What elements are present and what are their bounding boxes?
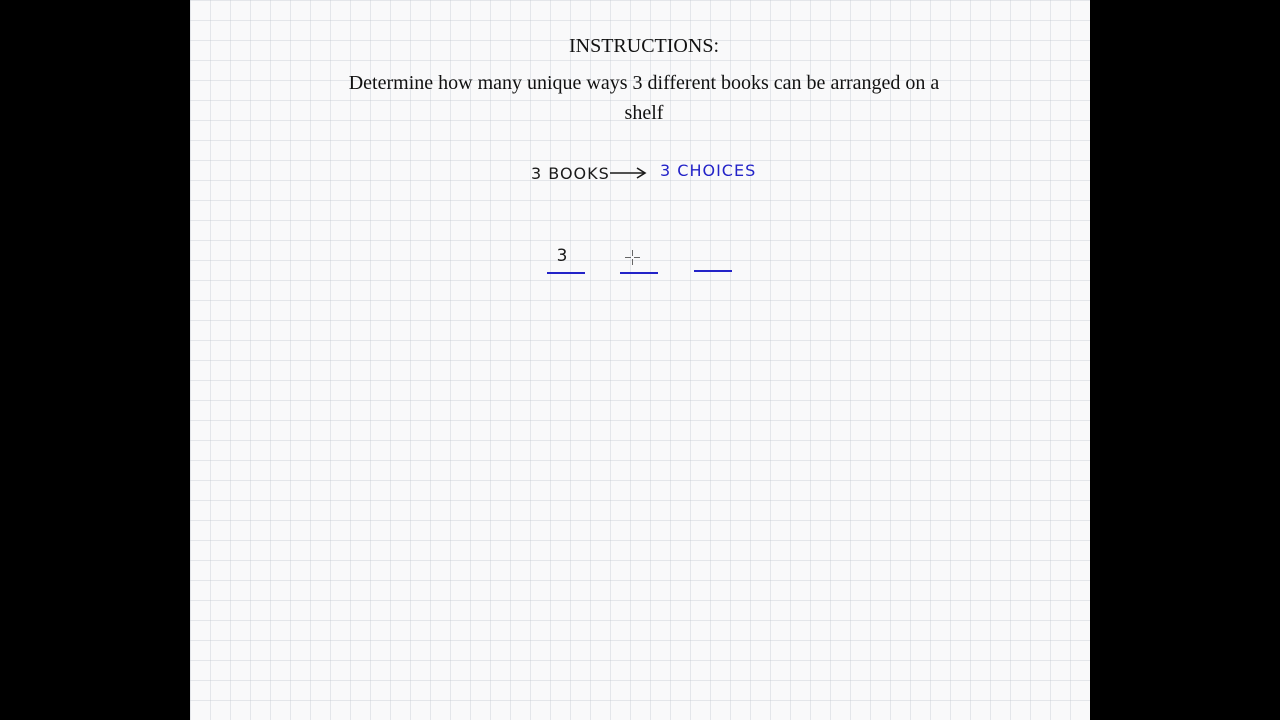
books-label: 3 BOOKS: [531, 164, 610, 183]
choices-label: 3 CHOICES: [660, 161, 757, 180]
whiteboard-canvas[interactable]: [190, 0, 1090, 720]
instruction-text: Determine how many unique ways 3 different books can be arranged on a shelf: [348, 72, 940, 124]
slot-1-value: 3: [556, 246, 568, 266]
slot-3-blank: [694, 270, 732, 272]
slot-2-blank: [620, 272, 658, 274]
right-arrow-icon: [610, 166, 648, 180]
slot-1-blank: [547, 272, 585, 274]
crosshair-cursor-icon: [624, 249, 641, 266]
instructions-heading: INSTRUCTIONS:: [568, 35, 719, 57]
